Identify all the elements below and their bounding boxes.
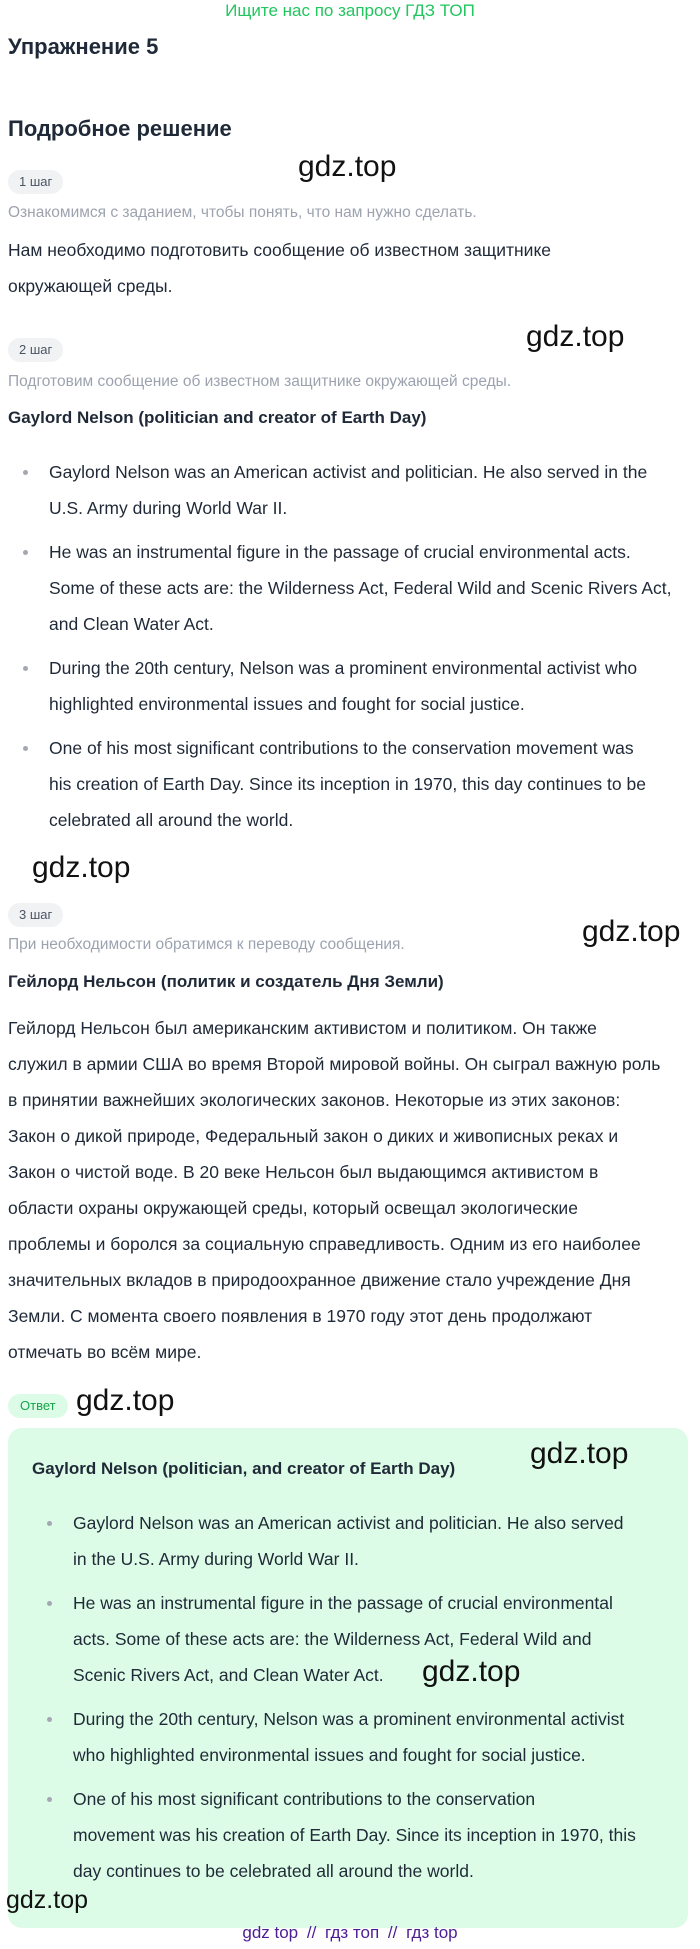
step-2-bullet-list [8, 454, 672, 838]
step-2-badge: 2 шаг [8, 338, 63, 362]
bullet-line: He was an instrumental figure in the passage of crucial environmental [73, 1593, 613, 1613]
step-2-note: Подготовим сообщение об известном защитнике окружающей среды. [8, 373, 512, 390]
list-item [8, 730, 672, 838]
step-3-text-line: области охраны окружающей среды, который освещал экологические [8, 1198, 578, 1218]
watermark-text: gdz.top [582, 915, 681, 948]
bullet-line: in the U.S. Army during World War II. [73, 1549, 359, 1569]
step-3-text-line: служил в армии США во время Второй мировой войны. Он сыграл важную роль [8, 1054, 661, 1074]
footer-link-gdz-top-mixed[interactable]: гдз top [406, 1923, 458, 1942]
bullet-dot-icon [47, 1797, 52, 1802]
bullet-line: One of his most significant contributions to the conservation [73, 1789, 536, 1809]
step-3-text [8, 1010, 698, 1370]
search-banner: Ищите нас по запросу ГДЗ ТОП [225, 1, 475, 20]
step-3-heading: Гейлорд Нельсон (политик и создатель Дня Земли) [8, 972, 444, 991]
list-item [8, 454, 672, 526]
footer-separator: // [387, 1923, 398, 1942]
watermark-text: gdz.top [526, 320, 625, 353]
watermark-text: gdz.top [298, 150, 397, 183]
step-3-text-line: значительных вкладов в природоохранное движение стало учреждение Дня [8, 1270, 631, 1290]
bullet-dot-icon [23, 666, 28, 671]
answer-bullet-list [32, 1505, 678, 1889]
step-3-text-line: Закон о дикой природе, Федеральный закон о диких и живописных реках и [8, 1126, 619, 1146]
bullet-line: Scenic Rivers Act, and Clean Water Act. [73, 1665, 384, 1685]
section-title: Подробное решение [8, 116, 232, 141]
footer-links [0, 1923, 700, 1943]
list-item [8, 650, 672, 722]
step-3-text-line: проблемы и боролся за социальную справедливость. Одним из его наиболее [8, 1234, 641, 1254]
bullet-line: who highlighted environmental issues and fought for social justice. [73, 1745, 586, 1765]
footer-link-gdz-top[interactable]: gdz top [242, 1923, 299, 1942]
bullet-line: movement was his creation of Earth Day. Since its inception in 1970, this [73, 1825, 636, 1845]
step-3-badge: 3 шаг [8, 903, 63, 927]
exercise-title: Упражнение 5 [8, 34, 159, 59]
step-3-text-line: в принятии важнейших экологических законов. Некоторые из этих законов: [8, 1090, 621, 1110]
bullet-line: Gaylord Nelson was an American activist and politician. He also served [73, 1513, 624, 1533]
bullet-line: his creation of Earth Day. Since its inception in 1970, this day continues to be [49, 774, 646, 794]
list-item [32, 1701, 678, 1773]
list-item [32, 1505, 678, 1577]
bullet-line: Gaylord Nelson was an American activist and politician. He also served in the [49, 462, 648, 482]
step-1-text-line: окружающей среды. [8, 276, 173, 296]
bullet-dot-icon [23, 470, 28, 475]
step-1-text [8, 232, 698, 304]
bullet-line: and Clean Water Act. [49, 614, 214, 634]
step-3-text-line: Гейлорд Нельсон был американским активистом и политиком. Он также [8, 1018, 597, 1038]
step-2-heading: Gaylord Nelson (politician and creator of Earth Day) [8, 408, 427, 427]
step-1-badge: 1 шаг [8, 170, 63, 194]
watermark-text: gdz.top [76, 1384, 175, 1417]
bullet-line: During the 20th century, Nelson was a prominent environmental activist [73, 1709, 625, 1729]
bullet-line: highlighted environmental issues and fought for social justice. [49, 694, 525, 714]
bullet-dot-icon [23, 746, 28, 751]
answer-box [8, 1428, 688, 1928]
bullet-dot-icon [47, 1717, 52, 1722]
step-3-text-line: Закон о чистой воде. В 20 веке Нельсон был выдающимся активистом в [8, 1162, 599, 1182]
footer-link-gdz-top-ru[interactable]: гдз топ [325, 1923, 380, 1942]
step-1-note: Ознакомимся с заданием, чтобы понять, что нам нужно сделать. [8, 204, 477, 221]
answer-heading: Gaylord Nelson (politician, and creator of Earth Day) [32, 1459, 456, 1478]
step-3-text-line: отмечать во всём мире. [8, 1342, 202, 1362]
watermark-text: gdz.top [6, 1886, 89, 1914]
answer-badge: Ответ [8, 1394, 68, 1418]
bullet-line: One of his most significant contributions to the conservation movement was [49, 738, 634, 758]
bullet-dot-icon [23, 550, 28, 555]
bullet-line: During the 20th century, Nelson was a prominent environmental activist who [49, 658, 638, 678]
watermark-text: gdz.top [32, 851, 131, 884]
step-1-text-line: Нам необходимо подготовить сообщение об известном защитнике [8, 240, 552, 260]
bullet-line: celebrated all around the world. [49, 810, 294, 830]
bullet-line: Some of these acts are: the Wilderness Act, Federal Wild and Scenic Rivers Act, [49, 578, 672, 598]
list-item [32, 1781, 678, 1889]
watermark-text: gdz.top [530, 1437, 629, 1470]
bullet-dot-icon [47, 1601, 52, 1606]
bullet-dot-icon [47, 1521, 52, 1526]
bullet-line: U.S. Army during World War II. [49, 498, 288, 518]
step-3-note: При необходимости обратимся к переводу сообщения. [8, 936, 405, 953]
watermark-text: gdz.top [422, 1655, 521, 1688]
bullet-line: acts. Some of these acts are: the Wilderness Act, Federal Wild and [73, 1629, 592, 1649]
list-item [8, 534, 672, 642]
step-3-text-line: Земли. С момента своего появления в 1970 году этот день продолжают [8, 1306, 593, 1326]
footer-separator: // [306, 1923, 317, 1942]
bullet-line: day continues to be celebrated all around the world. [73, 1861, 474, 1881]
list-item [32, 1585, 678, 1693]
bullet-line: He was an instrumental figure in the passage of crucial environmental acts. [49, 542, 631, 562]
